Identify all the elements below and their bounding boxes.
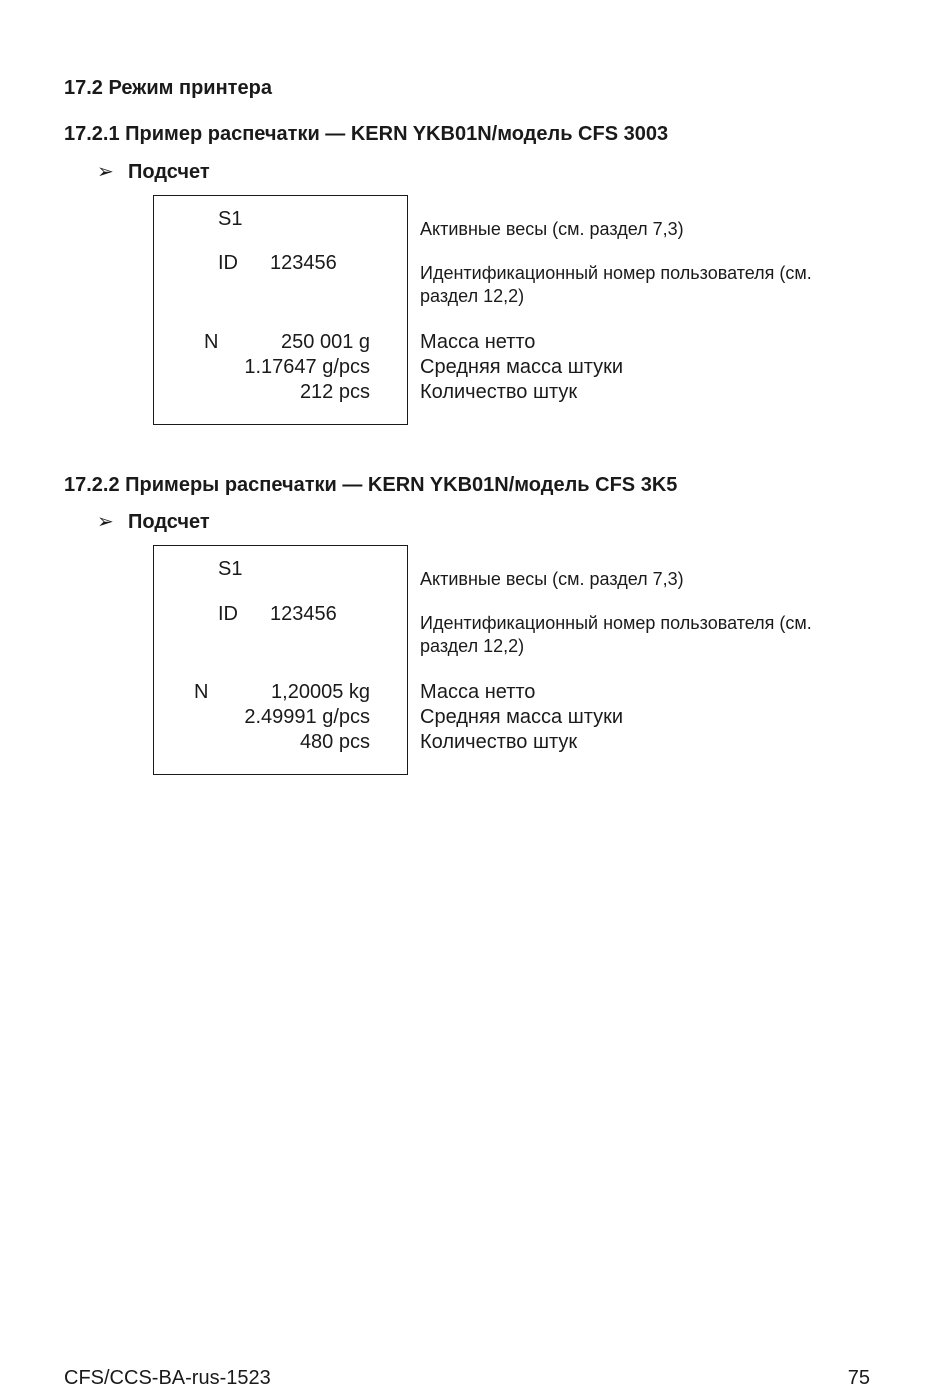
note-net-2: Масса нетто	[420, 681, 536, 703]
printout-count: 212 pcs	[299, 381, 370, 403]
subsection-heading-2: 17.2.2 Примеры распечатки — KERN YKB01N/модель CFS 3K5	[64, 474, 678, 496]
bullet-counting-2	[97, 509, 210, 534]
note-net-1: Масса нетто	[420, 331, 536, 353]
note-id-1a: Идентификационный номер пользователя (см.	[420, 263, 812, 283]
printout-box-1	[153, 195, 408, 425]
printout-count: 480 pcs	[299, 731, 370, 753]
printout-net-label: N	[204, 331, 219, 353]
subsection-heading-1: 17.2.1 Пример распечатки — KERN YKB01N/модель CFS 3003	[64, 123, 669, 145]
printout-net-value: 1,20005 kg	[271, 681, 370, 703]
footer-page-number: 75	[847, 1367, 870, 1389]
arrow-bullet-icon: ➢	[97, 511, 114, 533]
printout-id-value: 123456	[270, 252, 337, 274]
printout-scale: S1	[218, 558, 243, 580]
bullet-label: Подсчет	[128, 161, 210, 183]
printout-net-value: 250 001 g	[281, 331, 370, 353]
note-scale-1: Активные весы (см. раздел 7,3)	[420, 219, 684, 239]
arrow-bullet-icon: ➢	[97, 161, 114, 183]
footer-doc-id: CFS/CCS-BA-rus-1523	[64, 1367, 271, 1389]
printout-id-label: ID	[218, 603, 238, 625]
printout-id-value: 123456	[270, 603, 337, 625]
bullet-label: Подсчет	[128, 511, 210, 533]
printout-scale: S1	[218, 208, 243, 230]
printout-id-label: ID	[218, 252, 238, 274]
section-title: 17.2 Режим принтера	[64, 77, 272, 99]
printout-avg-weight: 2.49991 g/pcs	[244, 706, 370, 728]
printout-avg-weight: 1.17647 g/pcs	[244, 356, 370, 378]
note-avg-2: Средняя масса штуки	[420, 706, 624, 728]
note-id-2a: Идентификационный номер пользователя (см.	[420, 613, 812, 633]
note-id-2b: раздел 12,2)	[420, 636, 525, 656]
note-count-2: Количество штук	[420, 731, 578, 753]
printout-box-2	[153, 545, 408, 775]
note-avg-1: Средняя масса штуки	[420, 356, 624, 378]
bullet-counting-1	[97, 159, 210, 184]
note-scale-2: Активные весы (см. раздел 7,3)	[420, 569, 684, 589]
note-id-1b: раздел 12,2)	[420, 286, 525, 306]
printout-net-label: N	[194, 681, 209, 703]
note-count-1: Количество штук	[420, 381, 578, 403]
